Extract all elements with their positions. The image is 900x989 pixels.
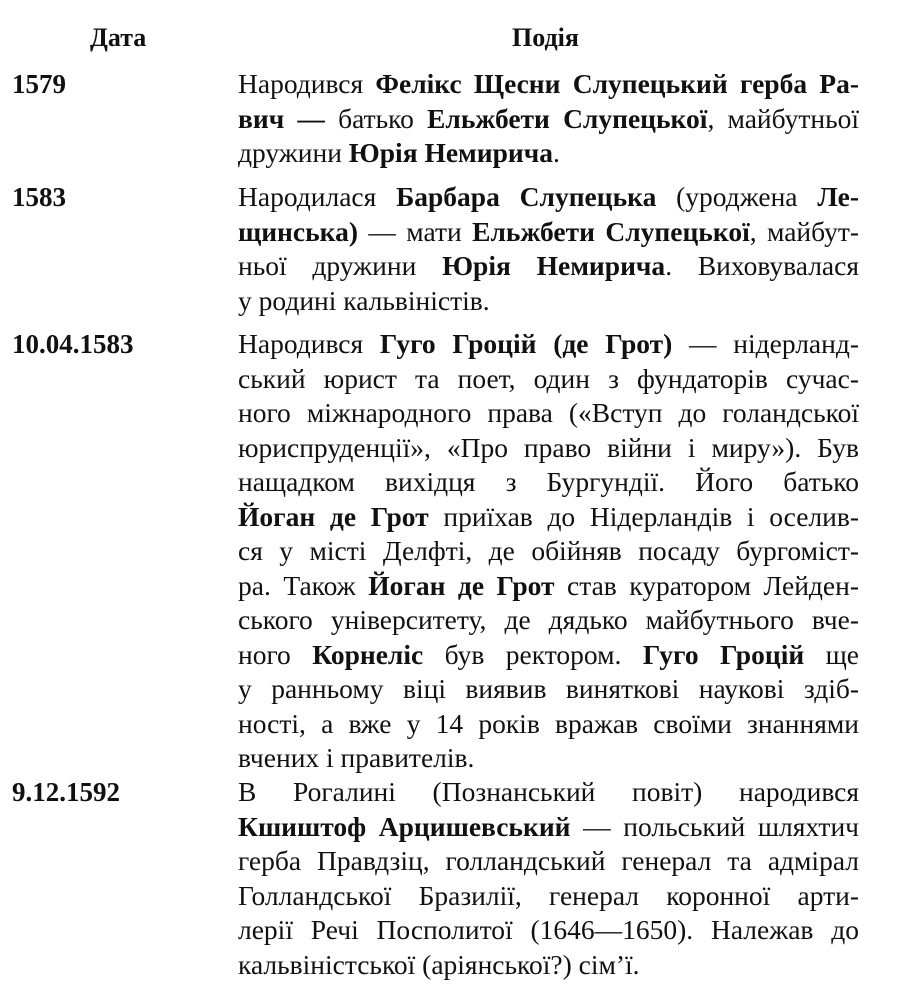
event-emphasis: Гуго Гроцій bbox=[642, 638, 805, 670]
event-line bbox=[238, 913, 859, 948]
row-date: 10.04.1583 bbox=[12, 329, 134, 359]
event-line bbox=[238, 249, 859, 284]
event-emphasis: Ельжбети Слупецької bbox=[427, 102, 708, 134]
event-text: — нідерланд- bbox=[672, 328, 859, 359]
event-text: ще bbox=[804, 638, 860, 670]
event-emphasis: Фелікс Щесни Слупецький герба Ра- bbox=[375, 68, 859, 99]
event-emphasis: Барбара Слупецька bbox=[396, 181, 657, 212]
table-header bbox=[0, 22, 900, 58]
event-line bbox=[238, 879, 859, 914]
event-line bbox=[238, 180, 859, 215]
row-event bbox=[238, 67, 859, 171]
event-text: . bbox=[553, 137, 560, 168]
event-text: герба Правдзіц, голландський генерал та адмірал bbox=[238, 845, 859, 876]
event-line bbox=[238, 136, 859, 171]
column-header-event: Подія bbox=[512, 23, 579, 52]
event-text: кальвіністської (аріянської?) сім’ї. bbox=[238, 948, 640, 980]
event-text: нащадком вихідця з Бургундії. Його батько bbox=[238, 466, 859, 497]
row-date: 1583 bbox=[12, 182, 66, 212]
row-date: 1579 bbox=[12, 69, 66, 99]
event-text: , майбут- bbox=[749, 215, 859, 247]
event-emphasis: Ле- bbox=[817, 181, 859, 212]
event-text: — польський шляхтич bbox=[570, 810, 859, 842]
event-text: став куратором Лейден- bbox=[554, 569, 859, 601]
event-line bbox=[238, 844, 859, 879]
event-line bbox=[238, 396, 859, 431]
row-date: 9.12.1592 bbox=[12, 777, 120, 807]
event-text: Народився bbox=[238, 68, 376, 99]
event-line bbox=[238, 284, 859, 319]
event-text: вчених і правителів. bbox=[238, 742, 475, 773]
event-text: дружини bbox=[238, 137, 349, 168]
event-text: ра. Також bbox=[238, 569, 369, 601]
event-line bbox=[238, 707, 859, 742]
event-text: — мати bbox=[358, 215, 473, 247]
event-emphasis: Корнеліс bbox=[312, 638, 424, 670]
event-emphasis: Йоган де Грот bbox=[238, 500, 429, 532]
event-text: ся у місті Делфті, де обійняв посаду бургоміст- bbox=[238, 535, 859, 566]
event-text: ньої дружини bbox=[238, 250, 443, 281]
event-text: ський юрист та поет, один з фундаторів сучас- bbox=[238, 362, 859, 394]
event-text: Народилася bbox=[238, 181, 397, 212]
event-line bbox=[238, 431, 859, 466]
event-line bbox=[238, 500, 859, 535]
event-text: , майбутньої bbox=[707, 102, 860, 134]
event-text: приїхав до Нідерландів і оселив- bbox=[428, 500, 859, 532]
event-emphasis: Юрія Немирича bbox=[348, 137, 554, 168]
event-line bbox=[238, 327, 859, 362]
event-line bbox=[238, 741, 859, 776]
event-line bbox=[238, 215, 859, 250]
event-line bbox=[238, 67, 859, 102]
event-text: був ректором. bbox=[423, 638, 643, 670]
event-line bbox=[238, 362, 859, 397]
event-line bbox=[238, 569, 859, 604]
event-line bbox=[238, 638, 859, 673]
column-header-date: Дата bbox=[90, 23, 147, 52]
event-emphasis: Гуго Гроцій (де Грот) bbox=[379, 328, 673, 359]
event-text: лерії Речі Посполитої (1646—1650). Належав до bbox=[238, 914, 859, 945]
event-text: у родині кальвіністів. bbox=[238, 284, 490, 316]
event-line bbox=[238, 948, 859, 983]
event-line bbox=[238, 534, 859, 569]
event-text: батько bbox=[324, 102, 428, 134]
row-event bbox=[238, 180, 859, 318]
event-text: (уроджена bbox=[656, 181, 818, 212]
event-text: ного bbox=[238, 638, 313, 670]
event-line bbox=[238, 672, 859, 707]
event-text: у ранньому віці виявив винятковi наукові здіб- bbox=[238, 673, 859, 704]
event-emphasis: щинська) bbox=[238, 215, 358, 247]
event-line bbox=[238, 810, 859, 845]
event-emphasis: Ельжбети Слупецької bbox=[472, 215, 750, 247]
event-text: Народився bbox=[238, 328, 380, 359]
event-text: . Виховувалася bbox=[665, 250, 859, 281]
event-line bbox=[238, 465, 859, 500]
event-text: ського університету, де дядько майбутнього вче- bbox=[238, 604, 859, 635]
event-line bbox=[238, 775, 859, 810]
event-text: ного міжнародного права («Вступ до голандської bbox=[238, 397, 859, 428]
event-text: В Рогалині (Познанський повіт) народився bbox=[238, 776, 859, 807]
event-line bbox=[238, 603, 859, 638]
event-text: ності, а вже у 14 років вражав своїми знаннями bbox=[238, 707, 859, 739]
event-line bbox=[238, 102, 859, 137]
row-event bbox=[238, 775, 859, 982]
row-event bbox=[238, 327, 859, 776]
event-emphasis: вич — bbox=[238, 102, 325, 134]
event-emphasis: Юрія Немирича bbox=[442, 250, 666, 281]
event-text: юриспруденції», «Про право війни і миру»). Був bbox=[238, 431, 859, 463]
event-emphasis: Кшиштоф Арцишевський bbox=[238, 810, 571, 842]
event-text: Голландської Бразилії, генерал коронної арти- bbox=[238, 879, 859, 911]
event-emphasis: Йоган де Грот bbox=[368, 569, 555, 601]
